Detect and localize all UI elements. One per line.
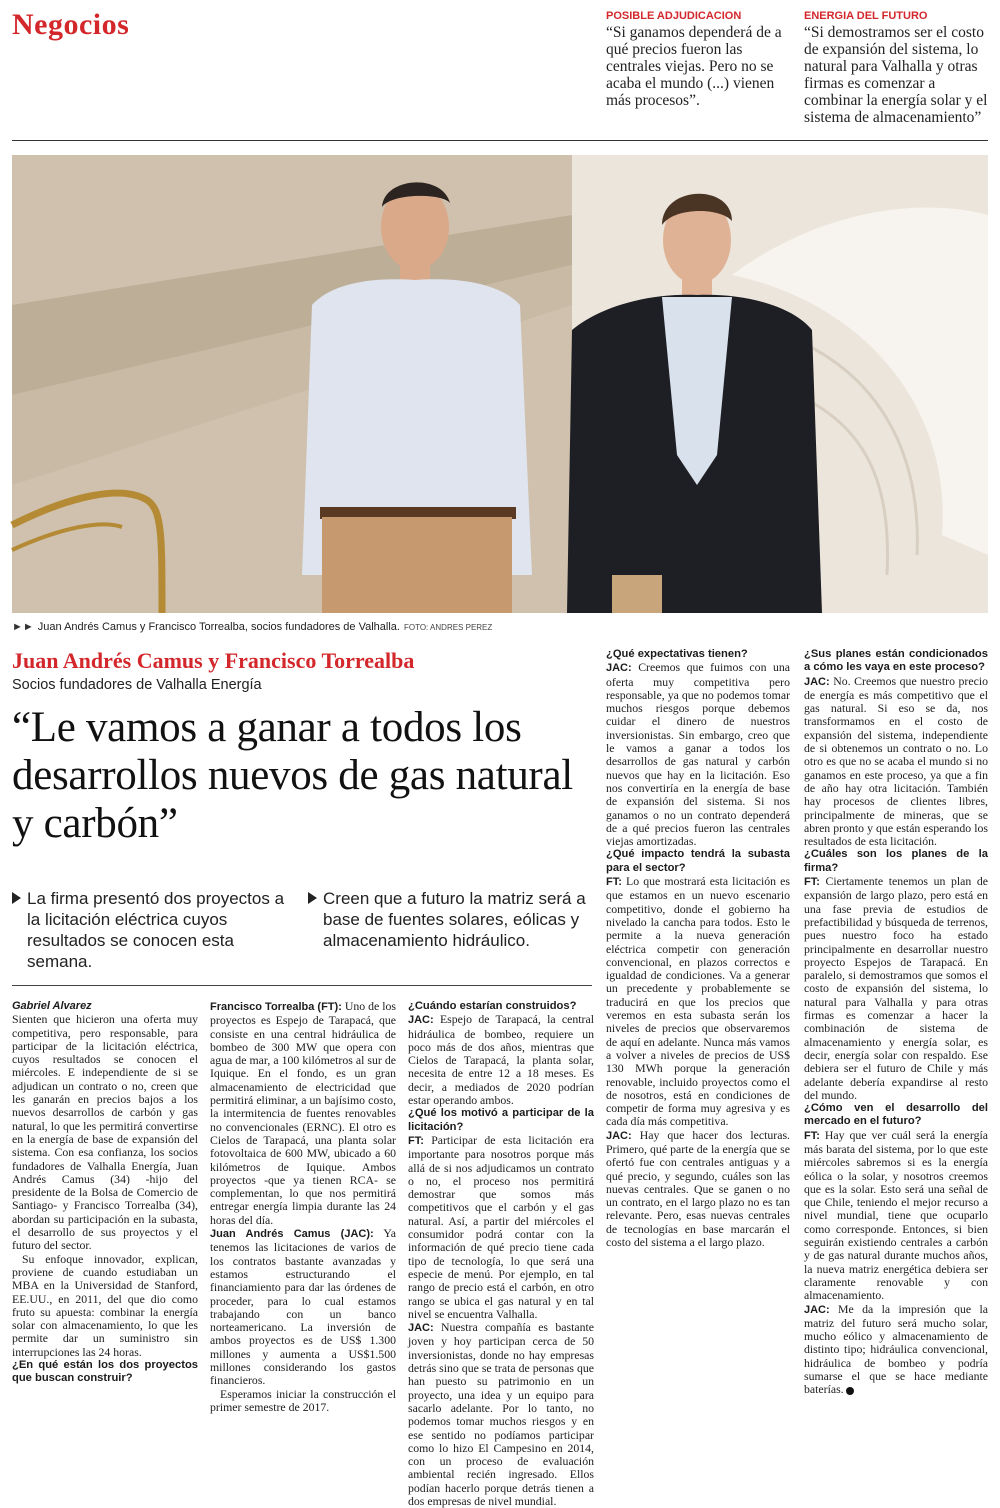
paragraph: Esperamos iniciar la construcción el primer semestre de 2017. [210, 1386, 396, 1414]
portrait-photo [12, 155, 988, 613]
pull-quote-text: “Si demostramos ser el costo de expansión del sistema, lo natural para Valhalla y otras firmas es comenzar a combinar la energía solar y el sistema de almacenamiento” [804, 24, 988, 126]
interview-question: ¿Sus planes están condicionados a cómo les vaya en este proceso? [804, 648, 988, 674]
pull-quote-energia [804, 10, 990, 126]
speaker-label: JAC: [606, 662, 632, 675]
photo-caption [12, 621, 492, 633]
interview-question: ¿Cuáles son los planes de la firma? [804, 848, 988, 874]
portrait-illustration [12, 155, 988, 613]
summary-bullet [308, 888, 590, 951]
answer-text: Creemos que fuimos con una oferta muy competitiva pero responsable, ya que no podemos tomar muchos riesgos porque debemos cuidar el dinero de nuestros inversionistas. Sin embargo, creo que le vamos a ganar a todos los desarrollos de gas natural y carbón nuevos que hay en la licitación. Eso nos convertiría en la energía de base de expansión del sistema. Si nos ganamos o no un contrato dependerá de a qué precios fueron las centrales viejas amortizadas. [606, 660, 790, 849]
paragraph: Sienten que hicieron una oferta muy competitiva, pero responsable, para participar de la licitación eléctrica, cuyos resultados se conocen el miércoles. E independiente de si se adjudican un contrato o no, creen que les ganarán en precios bajos a los nuevos desarrollos de carbón y gas natural, lo que les permitirá convertirse en la energía de base de expansión del sistema. Con esa confianza, los socios fundadores de Valhalla Energía, Juan Andrés Camus (34) -hijo del presidente de la Bolsa de Comercio de Santiago- y Francisco Torrealba (34), abordan su participación en la subasta, el desarrollo de sus proyectos y el futuro del sector. [12, 1012, 198, 1253]
answer-text: Me da la impresión que la matriz del futuro será mucho solar, mucho eólico y almacenamiento de distinto tipo; hidráulica convencional, hidráulica de bombeo y podría sumarse el que se hace mediante baterías. [804, 1301, 988, 1397]
speaker-label: Francisco Torrealba (FT): [210, 1001, 342, 1013]
interviewee-role: Socios fundadores de Valhalla Energía [12, 677, 262, 693]
bullet-triangle-icon [308, 892, 317, 904]
speaker-label: JAC: [804, 1303, 830, 1316]
photo-credit: FOTO: ANDRES PEREZ [403, 623, 493, 632]
article-column-3 [408, 1000, 594, 1508]
interview-question: ¿Qué impacto tendrá la subasta para el sector? [606, 848, 790, 874]
paragraph: Su enfoque innovador, explican, proviene de cuando estudiaban un MBA en la Universidad de Stanford, EE.UU., en 2011, del que dio como fruto su apuesta: combinar la energía solar con almacenamiento, lo que les permite dar un suministro sin interrupciones las 24 horas. [12, 1251, 198, 1359]
section-title: Negocios [12, 8, 130, 41]
article-column-5 [804, 648, 988, 1420]
interviewee-names: Juan Andrés Camus y Francisco Torrealba [12, 648, 415, 673]
article-column-1 [12, 1000, 198, 1420]
bullet-triangle-icon [12, 892, 21, 904]
answer-text: Ya tenemos las licitaciones de varios de los contratos bastante avanzadas y estamos estructurando el financiamiento para dar las órdenes de proceder, para lo cual estamos trabajando con un banco norteamericano. La inversión de ambos proyectos es de US$ 1.300 millones y aumenta a US$1.500 millones considerando los gastos financieros. [210, 1226, 396, 1388]
headline: “Le vamos a ganar a todos los desarrollos nuevos de gas natural y carbón” [12, 704, 573, 847]
speaker-label: FT: [408, 1134, 424, 1147]
speaker-label: JAC: [408, 1014, 434, 1027]
speaker-label: JAC: [606, 1129, 632, 1142]
speaker-label: FT: [804, 876, 820, 889]
interview-question: ¿Cuándo estarían construidos? [408, 1000, 577, 1012]
speaker-label: Juan Andrés Camus (JAC): [210, 1228, 374, 1241]
article-column-2 [210, 1000, 396, 1420]
caption-text: Juan Andrés Camus y Francisco Torrealba, socios fundadores de Valhalla. [37, 621, 400, 633]
interview-question: ¿En qué están los dos proyectos que buscan construir? [12, 1359, 198, 1385]
pull-quote-text: “Si ganamos dependerá de a qué precios fueron las centrales viejas. Pero no se acaba el mundo (...) vienen más procesos”. [606, 24, 782, 109]
answer-text: Uno de los proyectos es Espejo de Tarapacá, que consiste en una central hidráulica de bombeo de 300 MW que opera con agua de mar, a 100 kilómetros al sur de Iquique. En el fondo, es un gran almacenamiento de electricidad que permitirá eliminar, a un bajísimo costo, la intermitencia de fuentes renovables no convencionales (ERNC). El otro es Cielos de Tarapacá, una planta solar fotovoltaica de 600 MW, ubicado a 60 kilómetros de Iquique. Ambos proyectos -que ya tienen RCA- se complementan, lo que nos permitirá entregar energía limpia durante las 24 horas del día. [210, 999, 396, 1227]
speaker-label: FT: [804, 1129, 820, 1142]
answer-text: No. Creemos que nuestro precio de energía es más competitivo que el gas natural. Si eso se da, nos transformamos en el costo de expansión del sistema, independiente de si obtenemos un contrato o no. Lo otro es que no se acaba el mundo si no ganamos en este proceso, ya que a fin de año hay otra licitación. También hay procesos de clientes libres, principalmente de mineras, que se abren pronto y que están esperando los resultados de esta licitación. [804, 673, 988, 849]
interview-question: ¿Qué los motivó a participar de la licitación? [408, 1107, 594, 1133]
caption-arrows-icon: ►► [12, 621, 34, 633]
speaker-label: FT: [606, 876, 622, 889]
bullet-text: Creen que a futuro la matriz será a base de fuentes solares, eólicas y almacenamiento hidráulico. [323, 889, 586, 950]
speaker-label: JAC: [804, 675, 830, 688]
answer-text: Hay que hacer dos lecturas. Primero, qué parte de la energía que se ofertó fue con centrales antiguas y a qué precio, y segundo, cuáles son las nuevas centrales. Que se ganen o no un contrato, en el largo plazo no es tan relevante. Pero, esas nuevas centrales de tecnologías en base marcarán el costo del sistema a el largo plazo. [606, 1127, 790, 1250]
pull-quote-adjudicacion [606, 10, 788, 109]
pull-quote-label: POSIBLE ADJUDICACION [606, 10, 742, 22]
interview-question: ¿Cómo ven el desarrollo del mercado en el futuro? [804, 1102, 988, 1128]
answer-text: Lo que mostrará esta licitación es que estamos en un nuevo escenario competitivo, donde el gobierno ha nivelado la cancha para todos. Esto le permite a la nueva generación eléctrica competir con generación convencional, en plazos correctos e igualdad de condiciones. Va a generar un precedente y probablemente se traducirá en que los precios que veremos en esta subasta serán los niveles de precios que observaremos de aquí en adelante. Nunca más vamos a volver a niveles de precios de US$ 130 MWh porque la generación renovable, incluido proyectos como el de nosotros, está en condiciones de competir de forma muy agresiva y es cada día más competitiva. [606, 874, 790, 1129]
bullet-text: La firma presentó dos proyectos a la licitación eléctrica cuyos resultados se conocen esta semana. [27, 889, 285, 971]
speaker-label: JAC: [408, 1322, 434, 1335]
summary-bullet [12, 888, 294, 972]
answer-text: Ciertamente tenemos un plan de expansión de largo plazo, pero está en una fase previa de estudios de prefactibilidad y búsqueda de terrenos, pues nuestro foco ha estado principalmente en desarrollar nuestro proyecto Espejos de Tarapacá. En paralelo, si demostramos que somos el costo de expansión del sistema, lo natural para Valhalla y para otras firmas es comenzar a hacer la combinación de sistema de almacenamiento y energía solar, es decir, energía solar con respaldo. Ese debiera ser el futuro de Chile y más adelante debería expandirse al resto del mundo. [804, 874, 988, 1102]
answer-text: Nuestra compañía es bastante joven y hoy participan cerca de 50 inversionistas, donde no hay empresas detrás sino que se trata de personas que han puesto su patrimonio en un proyecto, una idea y un equipo para sacarlo adelante. Por lo tanto, no podemos tomar muchos riesgos y en ese sentido no podíamos participar como lo hizo El Campesino en 2014, con un proceso de evaluación ambiental recién ingresado. Ellos podían hacerlo porque detrás tienen a dos empresas de nivel mundial. [408, 1320, 594, 1508]
answer-text: Hay que ver cuál será la energía más barata del sistema, por lo que este miércoles sabremos si es la energía eólica o la solar, y nosotros creemos que es la solar. Esto será una señal de que Chile, teniendo el mejor recurso a nivel mundial, tiene que ocuparlo como corresponde. Entonces, si bien seguirán existiendo centrales a carbón y de gas natural durante muchos años, la nueva matriz energética debiera ser claramente renovable y con almacenamiento. [804, 1127, 988, 1303]
article-divider [12, 985, 592, 986]
answer-text: Espejo de Tarapacá, la central hidráulica de bombeo, requiere un poco más de dos años, mientras que Cielos de Tarapacá, la planta solar, necesita de entre 12 a 18 meses. Es decir, a mediados de 2020 podrían estar operando ambos. [408, 1012, 594, 1108]
answer-text: Participar de esta licitación era importante para nosotros porque más allá de si nos adjudicamos un contrato o no, el proceso nos permitirá demostrar que somos más competitivos que el carbón y el gas natural. Así, a partir del miércoles el consumidor podrá contar con la información de qué precio tiene cada tipo de tecnología, lo que será una especie de menú. Por ejemplo, en tal rango de precio está el carbón, en otro rango se ubica el gas natural y en tal nivel se encuentra Valhalla. [408, 1132, 594, 1321]
pull-quote-label: ENERGIA DEL FUTURO [804, 10, 928, 22]
header-divider [12, 140, 988, 141]
author-byline: Gabriel Alvarez [12, 1000, 92, 1012]
article-column-4 [606, 648, 790, 1420]
interview-question: ¿Qué expectativas tienen? [606, 648, 748, 660]
end-of-article-icon [846, 1387, 854, 1395]
